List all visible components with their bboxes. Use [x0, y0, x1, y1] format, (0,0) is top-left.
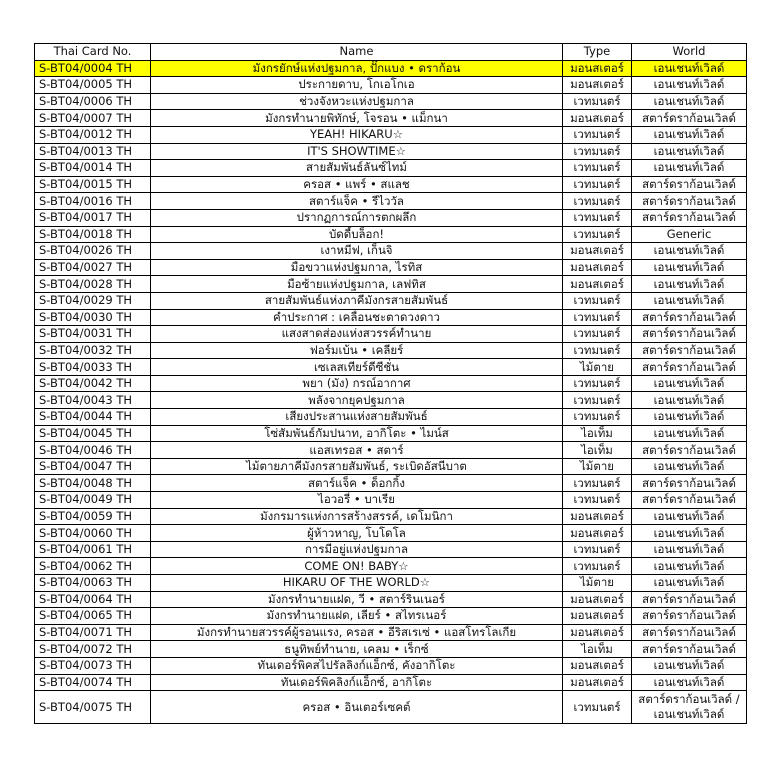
- card-name-cell: HIKARU OF THE WORLD☆: [151, 575, 563, 592]
- card-name-cell: ประกายดาบ, โกเอโกเอ: [151, 77, 563, 94]
- card-number-cell: S-BT04/0048 TH: [35, 475, 151, 492]
- card-type-cell: เวทมนตร์: [563, 160, 632, 177]
- table-row: [35, 608, 747, 625]
- card-world-cell: เอนเชนท์เวิลด์: [632, 276, 747, 293]
- card-type-cell: เวทมนตร์: [563, 475, 632, 492]
- card-number-cell: S-BT04/0071 TH: [35, 624, 151, 641]
- card-number-cell: S-BT04/0013 TH: [35, 143, 151, 160]
- card-name-cell: สายสัมพันธ์แห่งภาคีมังกรสายสัมพันธ์: [151, 292, 563, 309]
- header-world: World: [632, 44, 747, 61]
- card-name-cell: ปรากฏการณ์การตกผลึก: [151, 209, 563, 226]
- card-number-cell: S-BT04/0047 TH: [35, 458, 151, 475]
- card-world-cell: สตาร์ดราก้อนเวิลด์: [632, 326, 747, 343]
- table-row: [35, 458, 747, 475]
- card-world-cell: สตาร์ดราก้อนเวิลด์: [632, 442, 747, 459]
- card-number-cell: S-BT04/0017 TH: [35, 209, 151, 226]
- card-name-cell: ธนูทิพย์ทำนาย, เคลม • เร็กซ์: [151, 641, 563, 658]
- card-number-cell: S-BT04/0015 TH: [35, 176, 151, 193]
- card-name-cell: โซ่สัมพันธ์กัมปนาท, อากิโตะ • ไมน์ส: [151, 425, 563, 442]
- card-type-cell: เวทมนตร์: [563, 143, 632, 160]
- card-world-cell: เอนเชนท์เวิลด์: [632, 160, 747, 177]
- table-row: [35, 525, 747, 542]
- card-name-cell: มังกรทำนายสวรรค์ผู้รอนแรง, ครอส • อีริสเรเซ่ • แอสโทรโลเกีย: [151, 624, 563, 641]
- card-type-cell: มอนสเตอร์: [563, 591, 632, 608]
- card-type-cell: ไอเท็ม: [563, 641, 632, 658]
- table-row: [35, 243, 747, 260]
- card-world-cell: เอนเชนท์เวิลด์: [632, 575, 747, 592]
- header-type: Type: [563, 44, 632, 61]
- table-row: [35, 492, 747, 509]
- card-name-cell: มังกรทำนายแฝด, วี • สตาร์รินเนอร์: [151, 591, 563, 608]
- table-row: [35, 375, 747, 392]
- card-type-cell: ไอเท็ม: [563, 442, 632, 459]
- card-name-cell: คำประกาศ : เคลื่อนชะตาดวงดาว: [151, 309, 563, 326]
- card-number-cell: S-BT04/0027 TH: [35, 259, 151, 276]
- table-row: [35, 475, 747, 492]
- card-world-cell: เอนเชนท์เวิลด์: [632, 375, 747, 392]
- table-row: [35, 143, 747, 160]
- card-world-cell: เอนเชนท์เวิลด์: [632, 674, 747, 691]
- card-list-table: [34, 43, 747, 724]
- card-number-cell: S-BT04/0030 TH: [35, 309, 151, 326]
- card-world-cell: สตาร์ดราก้อนเวิลด์: [632, 193, 747, 210]
- card-type-cell: เวทมนตร์: [563, 691, 632, 724]
- card-name-cell: มือขวาแห่งปฐมกาล, ไรทิส: [151, 259, 563, 276]
- card-type-cell: มอนสเตอร์: [563, 110, 632, 127]
- card-world-cell: เอนเชนท์เวิลด์: [632, 143, 747, 160]
- card-world-cell: เอนเชนท์เวิลด์: [632, 525, 747, 542]
- table-row: [35, 558, 747, 575]
- card-name-cell: ไม้ตายภาคีมังกรสายสัมพันธ์, ระเบิดอัสนีบาต: [151, 458, 563, 475]
- card-name-cell: เซเลสเทียร์ดีซีชั่น: [151, 359, 563, 376]
- card-number-cell: S-BT04/0004 TH: [35, 60, 151, 77]
- card-number-cell: S-BT04/0074 TH: [35, 674, 151, 691]
- table-row: [35, 276, 747, 293]
- card-world-cell: สตาร์ดราก้อนเวิลด์: [632, 110, 747, 127]
- card-name-cell: เสียงประสานแห่งสายสัมพันธ์: [151, 409, 563, 426]
- card-name-cell: มังกรทำนายแฝด, เลียร์ • สไทรเนอร์: [151, 608, 563, 625]
- card-name-cell: ครอส • อินเตอร์เซคต์: [151, 691, 563, 724]
- card-type-cell: มอนสเตอร์: [563, 657, 632, 674]
- table-row: [35, 392, 747, 409]
- card-type-cell: ไม้ตาย: [563, 575, 632, 592]
- card-number-cell: S-BT04/0063 TH: [35, 575, 151, 592]
- card-name-cell: มังกรยักษ์แห่งปฐมกาล, ปั๊กแบง • ดราก้อน: [151, 60, 563, 77]
- card-world-cell: เอนเชนท์เวิลด์: [632, 392, 747, 409]
- card-name-cell: พยา (มัง) กรณ์อากาศ: [151, 375, 563, 392]
- card-world-cell: Generic: [632, 226, 747, 243]
- card-number-cell: S-BT04/0043 TH: [35, 392, 151, 409]
- card-number-cell: S-BT04/0006 TH: [35, 93, 151, 110]
- card-type-cell: มอนสเตอร์: [563, 624, 632, 641]
- table-row: [35, 60, 747, 77]
- card-world-cell: สตาร์ดราก้อนเวิลด์: [632, 591, 747, 608]
- table-row: [35, 292, 747, 309]
- card-number-cell: S-BT04/0005 TH: [35, 77, 151, 94]
- card-world-cell: เอนเชนท์เวิลด์: [632, 243, 747, 260]
- table-row: [35, 176, 747, 193]
- card-type-cell: มอนสเตอร์: [563, 276, 632, 293]
- card-type-cell: มอนสเตอร์: [563, 77, 632, 94]
- card-number-cell: S-BT04/0064 TH: [35, 591, 151, 608]
- card-type-cell: เวทมนตร์: [563, 176, 632, 193]
- card-type-cell: มอนสเตอร์: [563, 608, 632, 625]
- card-type-cell: เวทมนตร์: [563, 375, 632, 392]
- table-row: [35, 259, 747, 276]
- card-number-cell: S-BT04/0059 TH: [35, 508, 151, 525]
- card-rows: [35, 60, 747, 724]
- card-number-cell: S-BT04/0073 TH: [35, 657, 151, 674]
- card-type-cell: เวทมนตร์: [563, 326, 632, 343]
- card-name-cell: บัดดี้บล็อก!: [151, 226, 563, 243]
- card-name-cell: ช่วงจังหวะแห่งปฐมกาล: [151, 93, 563, 110]
- table-row: [35, 160, 747, 177]
- card-name-cell: สตาร์แจ็ค • รีไววัล: [151, 193, 563, 210]
- card-number-cell: S-BT04/0007 TH: [35, 110, 151, 127]
- card-number-cell: S-BT04/0045 TH: [35, 425, 151, 442]
- card-type-cell: ไม้ตาย: [563, 458, 632, 475]
- card-number-cell: S-BT04/0033 TH: [35, 359, 151, 376]
- card-name-cell: ผู้ห้าวหาญ, โบโดโล: [151, 525, 563, 542]
- card-type-cell: เวทมนตร์: [563, 193, 632, 210]
- card-name-cell: YEAH! HIKARU☆: [151, 126, 563, 143]
- card-number-cell: S-BT04/0046 TH: [35, 442, 151, 459]
- table-row: [35, 657, 747, 674]
- card-type-cell: มอนสเตอร์: [563, 674, 632, 691]
- card-name-cell: มือซ้ายแห่งปฐมกาล, เลฟทิส: [151, 276, 563, 293]
- table-row: [35, 326, 747, 343]
- table-row: [35, 110, 747, 127]
- table-row: [35, 541, 747, 558]
- table-row: [35, 624, 747, 641]
- card-name-cell: ทันเดอร์พิคลิงก์แอ็กซ์, อากิโตะ: [151, 674, 563, 691]
- card-world-cell: สตาร์ดราก้อนเวิลด์: [632, 342, 747, 359]
- table-row: [35, 674, 747, 691]
- header-name: Name: [151, 44, 563, 61]
- card-type-cell: มอนสเตอร์: [563, 243, 632, 260]
- card-type-cell: เวทมนตร์: [563, 309, 632, 326]
- card-type-cell: เวทมนตร์: [563, 126, 632, 143]
- table-row: [35, 193, 747, 210]
- card-number-cell: S-BT04/0028 TH: [35, 276, 151, 293]
- card-name-cell: สตาร์แจ็ค • ด็อกกิ้ง: [151, 475, 563, 492]
- card-name-cell: ครอส • แพร์ • สแลช: [151, 176, 563, 193]
- card-type-cell: มอนสเตอร์: [563, 525, 632, 542]
- card-number-cell: S-BT04/0075 TH: [35, 691, 151, 724]
- card-world-cell: สตาร์ดราก้อนเวิลด์: [632, 475, 747, 492]
- card-name-cell: มังกรมารแห่งการสร้างสรรค์, เดโมนิกา: [151, 508, 563, 525]
- card-world-cell: สตาร์ดราก้อนเวิลด์: [632, 608, 747, 625]
- card-world-cell: เอนเชนท์เวิลด์: [632, 508, 747, 525]
- card-type-cell: มอนสเตอร์: [563, 259, 632, 276]
- card-world-cell: เอนเชนท์เวิลด์: [632, 93, 747, 110]
- card-type-cell: เวทมนตร์: [563, 492, 632, 509]
- table-row: [35, 575, 747, 592]
- card-type-cell: เวทมนตร์: [563, 541, 632, 558]
- card-world-cell: เอนเชนท์เวิลด์: [632, 657, 747, 674]
- card-number-cell: S-BT04/0032 TH: [35, 342, 151, 359]
- table-row: [35, 591, 747, 608]
- card-type-cell: เวทมนตร์: [563, 342, 632, 359]
- card-number-cell: S-BT04/0029 TH: [35, 292, 151, 309]
- card-number-cell: S-BT04/0042 TH: [35, 375, 151, 392]
- table-row: [35, 425, 747, 442]
- card-name-cell: มังกรทำนายพิทักษ์, โจรอน • แม็กนา: [151, 110, 563, 127]
- card-world-cell: สตาร์ดราก้อนเวิลด์: [632, 176, 747, 193]
- card-name-cell: ฟอร์มเบ้น • เคลียร์: [151, 342, 563, 359]
- card-number-cell: S-BT04/0014 TH: [35, 160, 151, 177]
- card-number-cell: S-BT04/0062 TH: [35, 558, 151, 575]
- card-world-cell: เอนเชนท์เวิลด์: [632, 259, 747, 276]
- card-world-cell: สตาร์ดราก้อนเวิลด์: [632, 624, 747, 641]
- card-world-cell: เอนเชนท์เวิลด์: [632, 558, 747, 575]
- card-type-cell: เวทมนตร์: [563, 226, 632, 243]
- card-type-cell: เวทมนตร์: [563, 392, 632, 409]
- table-row: [35, 442, 747, 459]
- table-row: [35, 226, 747, 243]
- card-name-cell: สายสัมพันธ์ลันซ์ไทม์: [151, 160, 563, 177]
- card-world-cell: เอนเชนท์เวิลด์: [632, 126, 747, 143]
- card-name-cell: เงาหมีฟ, เก็นจิ: [151, 243, 563, 260]
- card-type-cell: เวทมนตร์: [563, 558, 632, 575]
- card-world-cell: สตาร์ดราก้อนเวิลด์: [632, 641, 747, 658]
- table-row: [35, 508, 747, 525]
- card-type-cell: ไม้ตาย: [563, 359, 632, 376]
- table-row: [35, 359, 747, 376]
- card-world-cell: เอนเชนท์เวิลด์: [632, 409, 747, 426]
- table-row: [35, 409, 747, 426]
- card-world-cell: เอนเชนท์เวิลด์: [632, 541, 747, 558]
- card-number-cell: S-BT04/0072 TH: [35, 641, 151, 658]
- card-world-cell: เอนเชนท์เวิลด์: [632, 458, 747, 475]
- card-type-cell: เวทมนตร์: [563, 93, 632, 110]
- card-world-cell: สตาร์ดราก้อนเวิลด์: [632, 209, 747, 226]
- card-type-cell: ไอเท็ม: [563, 425, 632, 442]
- card-number-cell: S-BT04/0061 TH: [35, 541, 151, 558]
- header-card-no: Thai Card No.: [35, 44, 151, 61]
- card-type-cell: เวทมนตร์: [563, 409, 632, 426]
- card-world-cell: สตาร์ดราก้อนเวิลด์: [632, 309, 747, 326]
- card-number-cell: S-BT04/0016 TH: [35, 193, 151, 210]
- card-number-cell: S-BT04/0049 TH: [35, 492, 151, 509]
- table-row: [35, 691, 747, 724]
- card-number-cell: S-BT04/0065 TH: [35, 608, 151, 625]
- table-row: [35, 309, 747, 326]
- card-number-cell: S-BT04/0044 TH: [35, 409, 151, 426]
- card-name-cell: แอสเทรอส • สตาร์: [151, 442, 563, 459]
- card-world-cell: สตาร์ดราก้อนเวิลด์: [632, 359, 747, 376]
- table-row: [35, 641, 747, 658]
- card-name-cell: COME ON! BABY☆: [151, 558, 563, 575]
- card-number-cell: S-BT04/0012 TH: [35, 126, 151, 143]
- card-type-cell: เวทมนตร์: [563, 209, 632, 226]
- table-row: [35, 93, 747, 110]
- table-row: [35, 209, 747, 226]
- card-type-cell: มอนสเตอร์: [563, 60, 632, 77]
- card-world-cell: เอนเชนท์เวิลด์: [632, 60, 747, 77]
- card-world-cell: เอนเชนท์เวิลด์: [632, 425, 747, 442]
- card-world-cell: สตาร์ดราก้อนเวิลด์: [632, 492, 747, 509]
- card-number-cell: S-BT04/0031 TH: [35, 326, 151, 343]
- card-world-cell: สตาร์ดราก้อนเวิลด์ /เอนเชนท์เวิลด์: [632, 691, 747, 724]
- table-row: [35, 342, 747, 359]
- card-type-cell: เวทมนตร์: [563, 292, 632, 309]
- card-name-cell: ทันเดอร์พิคสไปรัลลิงก์แอ็กซ์, คังอากิโตะ: [151, 657, 563, 674]
- card-world-cell: เอนเชนท์เวิลด์: [632, 292, 747, 309]
- card-name-cell: IT'S SHOWTIME☆: [151, 143, 563, 160]
- card-name-cell: ไอวอรี่ • บาเรีย: [151, 492, 563, 509]
- header-row: [35, 44, 747, 61]
- card-name-cell: พลังจากยุคปฐมกาล: [151, 392, 563, 409]
- card-number-cell: S-BT04/0026 TH: [35, 243, 151, 260]
- table-row: [35, 77, 747, 94]
- card-number-cell: S-BT04/0060 TH: [35, 525, 151, 542]
- card-type-cell: มอนสเตอร์: [563, 508, 632, 525]
- table-row: [35, 126, 747, 143]
- card-name-cell: แสงสาดส่องแห่งสวรรค์ทำนาย: [151, 326, 563, 343]
- card-name-cell: การมีอยู่แห่งปฐมกาล: [151, 541, 563, 558]
- card-number-cell: S-BT04/0018 TH: [35, 226, 151, 243]
- card-world-cell: เอนเชนท์เวิลด์: [632, 77, 747, 94]
